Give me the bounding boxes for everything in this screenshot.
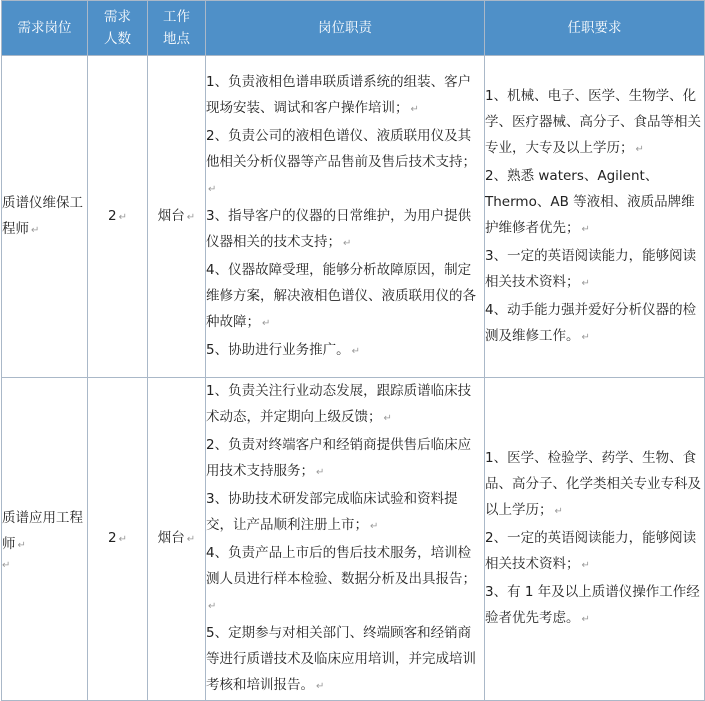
duty-item [206,378,484,432]
paragraph-mark: ↵ [186,211,196,223]
header-location-line1: 工作 [163,9,190,25]
paragraph-mark: ↵ [316,467,325,478]
header-duties-label: 岗位职责 [318,20,372,36]
paragraph-mark: ↵ [2,560,11,571]
count-value: 2 [108,207,117,224]
post-cell [2,378,88,701]
paragraph-mark: ↵ [31,224,40,236]
header-duties [206,1,485,56]
paragraph-mark: ↵ [351,345,360,357]
requirement-item [485,525,704,579]
paragraph-mark: ↵ [17,540,26,551]
header-requirements-label: 任职要求 [567,20,622,36]
requirement-item [485,297,704,351]
post-name: 质谱应用工程师 [2,510,83,552]
paragraph-mark: ↵ [554,506,563,517]
count-value: 2 [108,530,117,546]
duty-item [206,432,484,486]
requirement-item [485,445,704,525]
count-cell [88,378,148,701]
duty-item [206,486,484,540]
location-value: 烟台 [157,207,185,224]
duty-item [206,337,484,365]
requirement-item [485,579,704,633]
header-count [88,1,148,56]
header-location [148,1,206,56]
duty-item-text: 2、负责对终端客户和经销商提供售后临床应用技术支持服务； [206,437,472,479]
table-row [2,378,705,701]
duty-item-text: 5、定期参与对相关部门、终端顾客和经销商等进行质谱技术及临床应用培训，并完成培训考核和培训报告。 [206,625,476,693]
paragraph-mark: ↵ [581,560,590,571]
requirement-item [485,83,704,163]
paragraph-mark: ↵ [186,534,196,545]
location-cell [148,378,206,701]
paragraph-mark: ↵ [370,521,379,532]
duty-item-text: 1、负责关注行业动态发展，跟踪质谱临床技术动态，并定期向上级反馈； [206,383,472,425]
header-requirements [485,1,705,56]
post-cell [2,56,88,378]
requirement-item-text: 4、动手能力强并爱好分析仪器的检测及维修工作。 [485,301,697,344]
paragraph-mark: ↵ [410,103,419,115]
duty-item-text: 2、负责公司的液相色谱仪、液质联用仪及其他相关分析仪器等产品售前及售后技术支持； [206,127,476,170]
table-row [2,56,705,378]
duty-item [206,257,484,337]
location-value: 烟台 [157,530,185,546]
requirement-item-text: 2、一定的英语阅读能力，能够阅读相关技术资料； [485,530,697,572]
paragraph-mark: ↵ [581,614,590,625]
paragraph-mark: ↵ [581,331,590,343]
header-post [2,1,88,56]
requirement-item [485,163,704,243]
duty-item [206,123,484,203]
duty-item-text: 3、指导客户的仪器的日常维护，为用户提供仪器相关的技术支持； [206,207,472,250]
duty-item-text: 4、仪器故障受理，能够分析故障原因，制定维修方案，解决液相色谱仪、液质联用仪的各种故障； [206,261,476,330]
duty-item-text: 3、协助技术研发部完成临床试验和资料提交，让产品顺利注册上市； [206,491,458,533]
header-count-line2: 人数 [104,31,131,47]
duties-cell [206,56,485,378]
paragraph-mark: ↵ [635,143,644,155]
location-cell [148,56,206,378]
duty-item [206,620,484,700]
header-location-line2: 地点 [163,31,190,47]
duty-item-text: 1、负责液相色谱串联质谱系统的组装、客户现场安装、调试和客户操作培训； [206,73,472,116]
duty-item [206,540,484,620]
requirement-item [485,243,704,297]
requirement-item-text: 1、医学、检验学、药学、生物、食品、高分子、化学类相关专业专科及以上学历； [485,450,701,518]
post-name: 质谱仪维保工程师 [2,194,83,237]
requirement-item-text: 3、一定的英语阅读能力，能够阅读相关技术资料； [485,247,697,290]
paragraph-mark: ↵ [208,601,217,612]
paragraph-mark: ↵ [118,211,127,223]
requirement-item-text: 3、有 1 年及以上质谱仪操作工作经验者优先考虑。 [485,584,700,626]
count-cell [88,56,148,378]
requirement-item-text: 2、熟悉 waters、Agilent、Thermo、AB 等液相、液质品牌维护维修者优先； [485,167,695,236]
requirement-item-text: 1、机械、电子、医学、生物学、化学、医疗器械、高分子、食品等相关专业，大专及以上学历； [485,87,701,156]
duty-item-text: 4、负责产品上市后的售后技术服务，培训检测人员进行样本检验、数据分析及出具报告； [206,545,476,587]
requirements-cell [485,378,705,701]
job-table [1,0,705,701]
paragraph-mark: ↵ [208,183,217,195]
paragraph-mark: ↵ [581,277,590,289]
duty-item-text: 5、协助进行业务推广。 [206,341,350,358]
duty-item [206,203,484,257]
paragraph-mark: ↵ [343,237,352,249]
requirements-cell [485,56,705,378]
paragraph-mark: ↵ [383,413,392,424]
header-post-label: 需求岗位 [17,20,72,36]
paragraph-mark: ↵ [118,534,127,545]
paragraph-mark: ↵ [262,317,271,329]
paragraph-mark: ↵ [316,681,325,692]
header-row [2,1,705,56]
paragraph-mark: ↵ [581,223,590,235]
duties-cell [206,378,485,701]
duty-item [206,69,484,123]
header-count-line1: 需求 [104,9,131,25]
